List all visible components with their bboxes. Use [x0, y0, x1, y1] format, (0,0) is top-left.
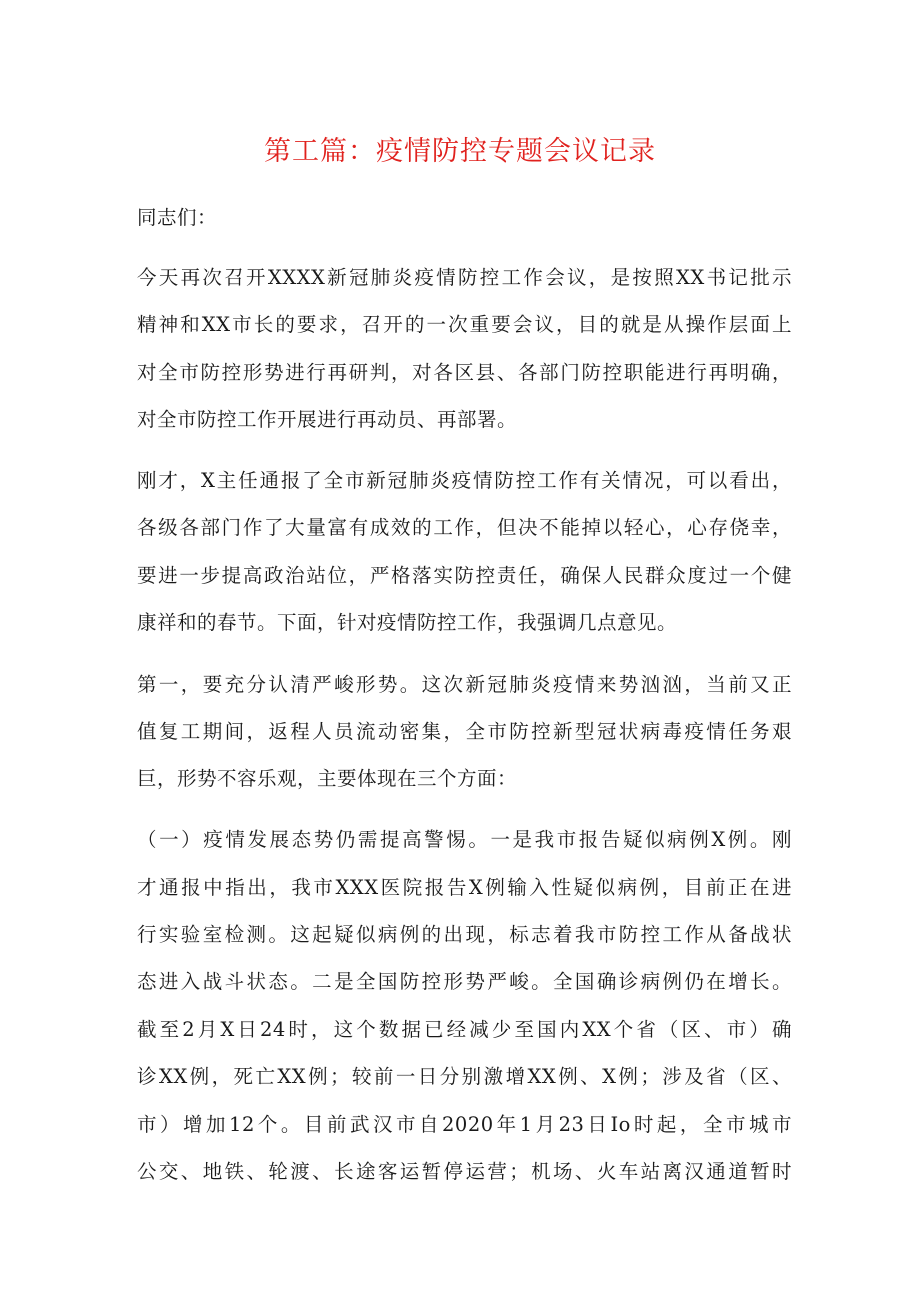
paragraph-2-line-3: 要进一步提高政治站位，严格落实防控责任，确保人民群众度过一个健: [137, 564, 792, 587]
salutation: 同志们：: [137, 206, 218, 229]
document-title: 第工篇：疫情防控专题会议记录: [264, 136, 656, 167]
paragraph-4-line-5: 截至2月X日24时，这个数据已经减少至国内XX个省（区、市）确: [137, 1018, 792, 1041]
paragraph-4-line-3: 行实验室检测。这起疑似病例的出现，标志着我市防控工作从备战状: [137, 923, 792, 946]
paragraph-1-line-1: 今天再次召开XXXX新冠肺炎疫情防控工作会议，是按照XX书记批示: [137, 266, 792, 289]
paragraph-3-line-2: 值复工期间，返程人员流动密集，全市防控新型冠状病毒疫情任务艰: [137, 720, 792, 743]
paragraph-4-line-2: 才通报中指出，我市XXX医院报告X例输入性疑似病例，目前正在进: [137, 876, 792, 899]
paragraph-3-line-1: 第一，要充分认清严峻形势。这次新冠肺炎疫情来势汹汹，当前又正: [137, 673, 792, 696]
paragraph-1-line-4: 对全市防控工作开展进行再动员、再部署。: [137, 408, 518, 431]
paragraph-1-line-2: 精神和XX市长的要求，召开的一次重要会议，目的就是从操作层面上: [137, 313, 792, 336]
paragraph-4-line-6: 诊XX例，死亡XX例；较前一日分别激增XX例、X例；涉及省（区、: [137, 1065, 792, 1088]
paragraph-4-line-1: （一）疫情发展态势仍需提高警惕。一是我市报告疑似病例X例。刚: [137, 828, 792, 851]
paragraph-2-line-4: 康祥和的春节。下面，针对疫情防控工作，我强调几点意见。: [137, 611, 678, 634]
paragraph-3-line-3: 巨，形势不容乐观，主要体现在三个方面：: [137, 767, 518, 790]
paragraph-4-line-8: 公交、地铁、轮渡、长途客运暂停运营；机场、火车站离汉通道暂时: [137, 1160, 792, 1183]
paragraph-2-line-2: 各级各部门作了大量富有成效的工作，但决不能掉以轻心，心存侥幸，: [137, 516, 792, 539]
paragraph-4-line-4: 态进入战斗状态。二是全国防控形势严峻。全国确诊病例仍在增长。: [137, 970, 792, 993]
paragraph-4-line-7: 市）增加12个。目前武汉市自2020年1月23日Io时起，全市城市: [137, 1113, 792, 1136]
paragraph-2-line-1: 刚才，X主任通报了全市新冠肺炎疫情防控工作有关情况，可以看出，: [137, 469, 792, 492]
paragraph-1-line-3: 对全市防控形势进行再研判，对各区县、各部门防控职能进行再明确，: [137, 361, 792, 384]
